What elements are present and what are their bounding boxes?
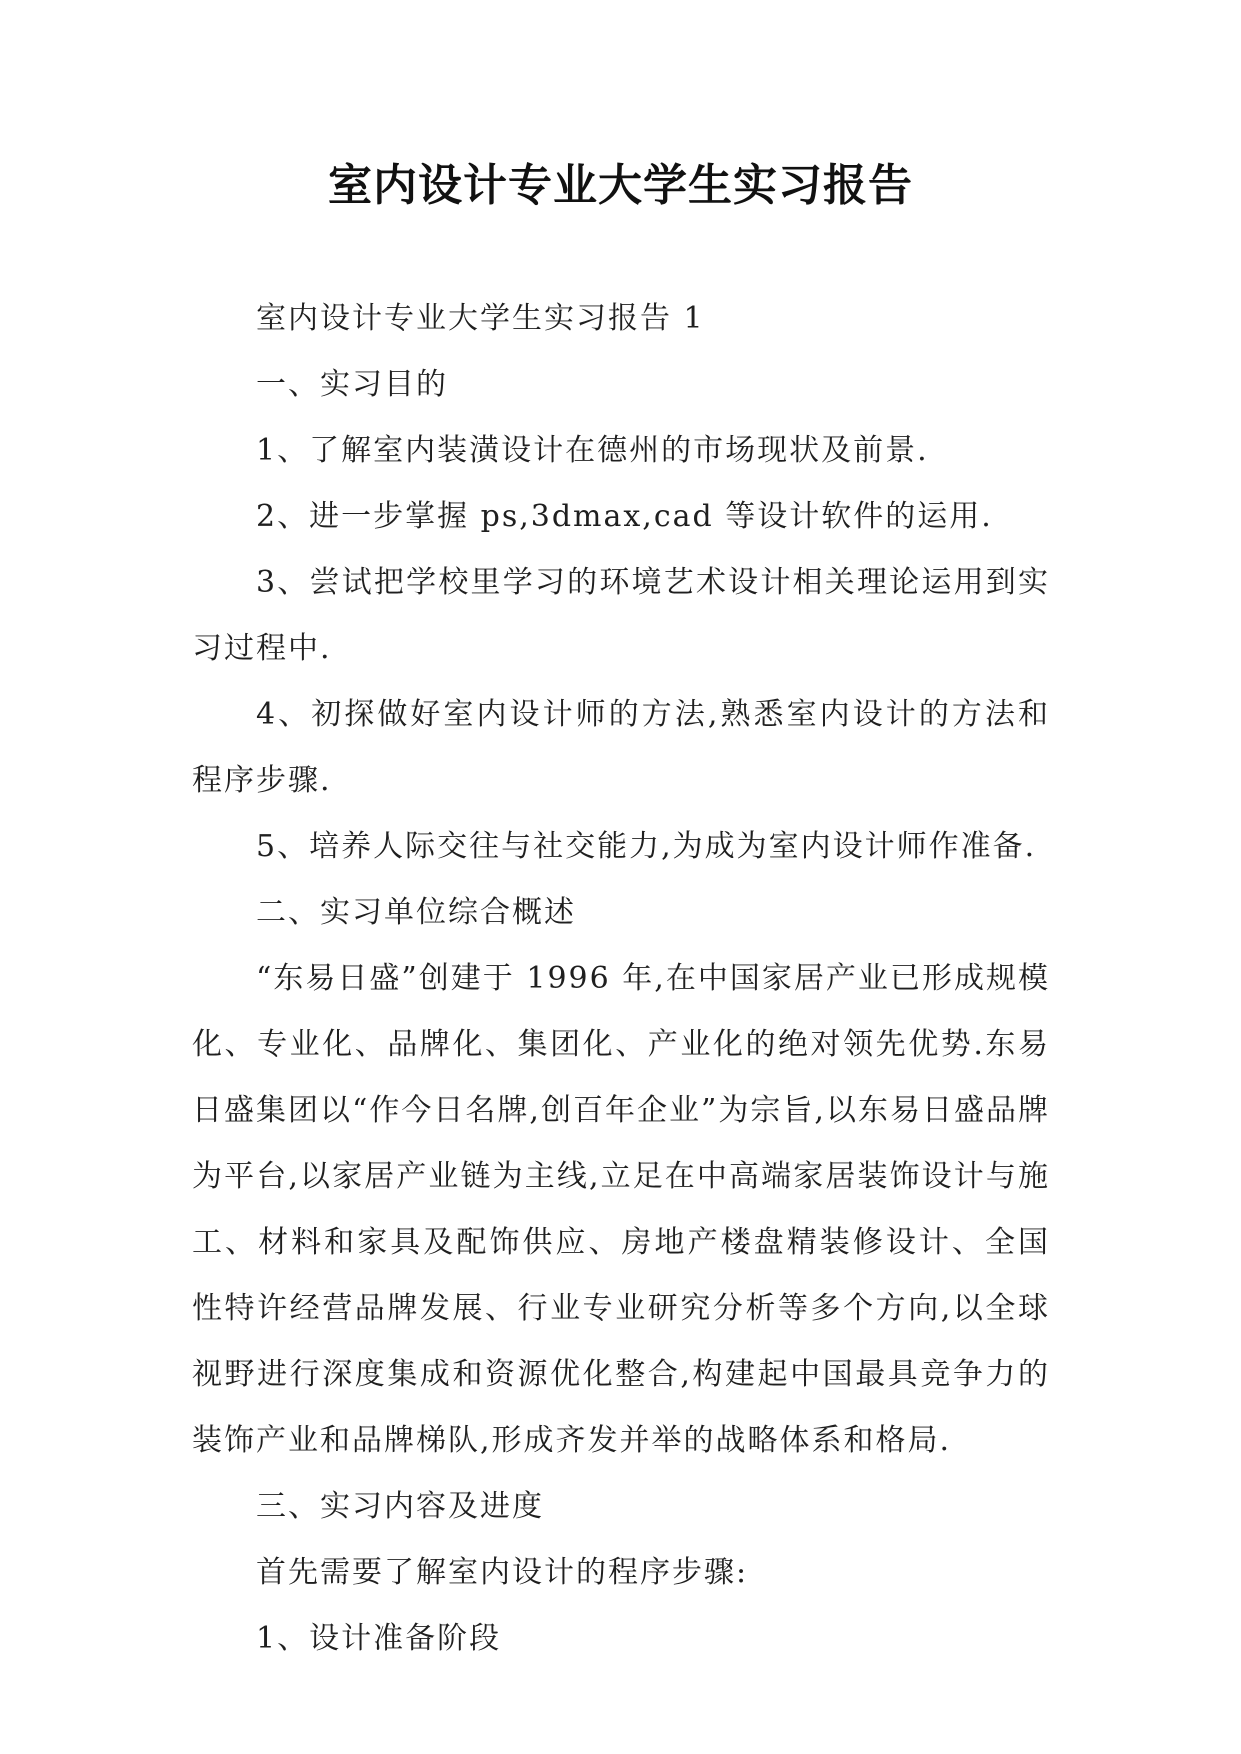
purpose-item-4: 4、初探做好室内设计师的方法,熟悉室内设计的方法和程序步骤. — [192, 697, 1050, 798]
purpose-item-1: 1、了解室内装潢设计在德州的市场现状及前景. — [256, 433, 929, 468]
document-body — [192, 286, 1050, 1672]
report-subtitle: 室内设计专业大学生实习报告 1 — [256, 301, 705, 336]
section-heading-content: 三、实习内容及进度 — [256, 1489, 544, 1524]
section-heading-company: 二、实习单位综合概述 — [256, 895, 576, 930]
company-overview-paragraph: “东易日盛”创建于 1996 年,在中国家居产业已形成规模化、专业化、品牌化、集团化、产业化的绝对领先优势.东易日盛集团以“作今日名牌,创百年企业”为宗旨,以东易日盛品牌为平台,以家居产业链为主线,立足在中高端家居装饰设计与施工、材料和家具及配饰供应、房地产楼盘精装修设计、全国性特许经营品牌发展、行业专业研究分析等多个方向,以全球视野进行深度集成和资源优化整合,构建起中国最具竞争力的装饰产业和品牌梯队,形成齐发并举的战略体系和格局. — [192, 961, 1050, 1458]
content-step-1: 1、设计准备阶段 — [256, 1621, 502, 1656]
purpose-item-2: 2、进一步掌握 ps,3dmax,cad 等设计软件的运用. — [256, 499, 993, 534]
section-heading-purpose: 一、实习目的 — [256, 367, 448, 402]
purpose-item-5: 5、培养人际交往与社交能力,为成为室内设计师作准备. — [256, 829, 1037, 864]
purpose-item-3: 3、尝试把学校里学习的环境艺术设计相关理论运用到实习过程中. — [192, 565, 1050, 666]
content-intro-paragraph: 首先需要了解室内设计的程序步骤: — [256, 1555, 749, 1590]
document-title: 室内设计专业大学生实习报告 — [328, 160, 913, 211]
